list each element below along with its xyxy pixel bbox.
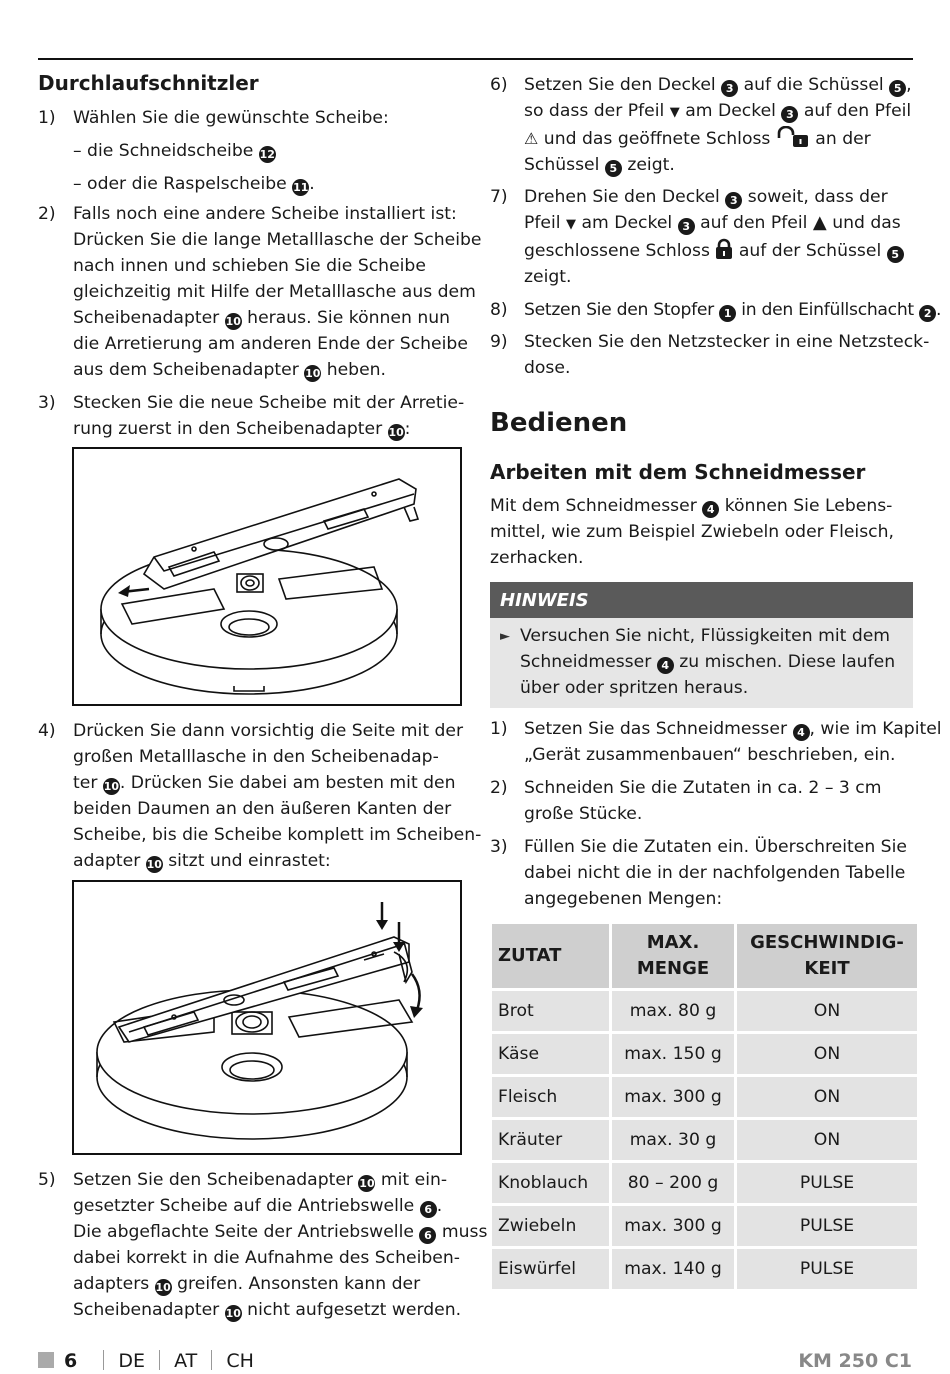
table-cell-menge: max. 80 g [612, 991, 734, 1031]
arrow-up-outline-icon: ⚠ [524, 129, 539, 148]
note-text: über oder spritzen heraus. [520, 678, 749, 698]
part-number-circle: 10 [388, 426, 404, 439]
step-number: 3) [490, 837, 508, 857]
step-text: Stecken Sie die neue Scheibe mit der Arretie- [73, 393, 465, 413]
table-cell-speed: ON [737, 1120, 917, 1160]
step-number: 2) [38, 204, 56, 224]
bullet-arrow-icon: ► [500, 629, 510, 644]
step-text: Scheibenadapter 10 heraus. Sie können nun [73, 308, 450, 328]
step-text: nach innen und schieben Sie die Scheibe [73, 256, 426, 276]
part-number-circle: 10 [305, 367, 321, 380]
part-number-circle: 4 [793, 724, 810, 741]
arrow-down-icon: ▼ [669, 105, 680, 120]
part-number-circle: 5 [887, 246, 904, 263]
step-text: rung zuerst in den Scheibenadapter 10: [73, 419, 411, 439]
step-number: 1) [490, 719, 508, 739]
step-text: angegebenen Mengen: [524, 889, 723, 909]
table-cell-speed: PULSE [737, 1249, 917, 1289]
table-cell-zutat: Zwiebeln [492, 1206, 609, 1246]
table-row [492, 1034, 917, 1074]
table-cell-zutat: Brot [492, 991, 609, 1031]
part-number-circle: 10 [155, 1281, 171, 1294]
step-number: 1) [38, 108, 56, 128]
country-ch: CH [226, 1350, 254, 1372]
section-title-bedienen: Bedienen [490, 408, 628, 438]
step-text: gesetzter Scheibe auf die Antriebswelle 6 . [73, 1196, 443, 1216]
part-number-circle: 3 [725, 192, 742, 209]
quantity-table [489, 921, 920, 1292]
bullet-cutting-disc: – die Schneidscheibe 12 [73, 141, 275, 161]
table-row [492, 991, 917, 1031]
step-text: dabei nicht die in der nachfolgenden Tabelle [524, 863, 906, 883]
step-number: 8) [490, 300, 508, 320]
table-cell-zutat: Eiswürfel [492, 1249, 609, 1289]
step-text: Setzen Sie das Schneidmesser 4 , wie im Kapitel [524, 719, 942, 739]
table-cell-speed: ON [737, 991, 917, 1031]
step-text: Pfeil ▼ am Deckel 3 auf den Pfeil ▲ und das [524, 212, 901, 233]
step-text: dose. [524, 358, 571, 378]
table-cell-speed: PULSE [737, 1206, 917, 1246]
step-number: 7) [490, 187, 508, 207]
table-cell-menge: max. 300 g [612, 1206, 734, 1246]
step-text: Stecken Sie den Netzstecker in eine Netzsteck- [524, 332, 930, 352]
intro-paragraph: Mit dem Schneidmesser 4 können Sie Lebens- mittel, wie zum Beispiel Zwiebeln oder Fleisch, zerhacken. [490, 496, 894, 568]
step-text: Drehen Sie den Deckel 3 soweit, dass der [524, 187, 888, 207]
model-number: KM 250 C1 [798, 1350, 912, 1372]
note-title: HINWEIS [490, 582, 913, 618]
country-de: DE [118, 1350, 146, 1372]
step-text: Füllen Sie die Zutaten ein. Überschreiten Sie [524, 837, 907, 857]
step-text: ⚠ und das geöffnete Schloss an der [524, 126, 912, 152]
step-text: Scheibenadapter 10 nicht aufgesetzt werden. [73, 1300, 462, 1320]
step-number: 3) [38, 393, 56, 413]
table-row [492, 1249, 917, 1289]
note-box [490, 582, 913, 708]
table-cell-zutat: Kräuter [492, 1120, 609, 1160]
part-number-circle: 5 [605, 160, 622, 177]
table-cell-menge: max. 140 g [612, 1249, 734, 1289]
header-max-menge: MAX. MENGE [612, 924, 734, 988]
subheading-schneidmesser: Arbeiten mit dem Schneidmesser [490, 460, 866, 484]
part-number-circle: 10 [103, 780, 119, 793]
step-text: so dass der Pfeil ▼ am Deckel 3 auf den Pfeil [524, 101, 912, 121]
step-text: beiden Daumen an den äußeren Kanten der [73, 799, 452, 819]
unlocked-lock-icon [776, 126, 810, 148]
step-text: Scheibe, bis die Scheibe komplett im Scheiben- [73, 825, 482, 845]
step-text: Schneiden Sie die Zutaten in ca. 2 – 3 cm [524, 778, 882, 798]
part-number-circle: 10 [359, 1177, 375, 1190]
step-text: gleichzeitig mit Hilfe der Metalllasche aus dem [73, 282, 476, 302]
step-text: Wählen Sie die gewünschte Scheibe: [73, 108, 389, 128]
table-cell-menge: max. 30 g [612, 1120, 734, 1160]
part-number-circle: 3 [781, 106, 798, 123]
step-text: geschlossene Schloss auf der Schüssel 5 [524, 238, 904, 264]
part-number-circle: 1 [719, 305, 736, 322]
part-number-circle: 3 [678, 218, 695, 235]
page-footer [38, 1350, 254, 1372]
country-at: AT [174, 1350, 198, 1372]
part-number-circle: 11 [293, 181, 309, 194]
step-text: Setzen Sie den Scheibenadapter 10 mit ein- [73, 1170, 448, 1190]
table-row [492, 1120, 917, 1160]
section-heading-durchlaufschnitzler: Durchlaufschnitzler [38, 71, 259, 95]
step-number: 2) [490, 778, 508, 798]
arrow-up-icon: ▲ [812, 212, 827, 233]
header-zutat: ZUTAT [492, 924, 609, 988]
step-text: große Stücke. [524, 804, 643, 824]
step-text: „Gerät zusammenbauen“ beschrieben, ein. [524, 745, 896, 765]
step-number: 5) [38, 1170, 56, 1190]
note-body [490, 618, 913, 708]
step-text: adapters 10 greifen. Ansonsten kann der [73, 1274, 421, 1294]
part-number-circle: 3 [721, 80, 738, 97]
step-text: Die abgeflachte Seite der Antriebswelle 6 muss [73, 1222, 488, 1242]
table-row [492, 1077, 917, 1117]
locked-lock-icon [715, 238, 733, 260]
part-number-circle: 10 [146, 858, 162, 871]
divider [103, 1350, 104, 1370]
part-number-circle: 10 [225, 315, 241, 328]
step-text: ter 10. Drücken Sie dabei am besten mit den [73, 773, 456, 793]
note-text: Schneidmesser 4 zu mischen. Diese laufen [520, 652, 896, 672]
step-text: Drücken Sie dann vorsichtig die Seite mit der [73, 721, 464, 741]
step-text: aus dem Scheibenadapter 10 heben. [73, 360, 387, 380]
part-number-circle: 6 [419, 1227, 436, 1244]
header-geschwindigkeit: GESCHWINDIG- KEIT [737, 924, 917, 988]
part-number-circle: 12 [259, 148, 275, 161]
part-number-circle: 2 [919, 305, 936, 322]
table-cell-menge: 80 – 200 g [612, 1163, 734, 1203]
table-cell-menge: max. 300 g [612, 1077, 734, 1117]
table-cell-speed: PULSE [737, 1163, 917, 1203]
step-number: 6) [490, 75, 508, 95]
table-header-row [492, 924, 917, 988]
divider [159, 1350, 160, 1370]
step-text: Setzen Sie den Deckel 3 auf die Schüssel 5 , [524, 75, 912, 95]
table-cell-zutat: Fleisch [492, 1077, 609, 1117]
table-cell-zutat: Knoblauch [492, 1163, 609, 1203]
table-cell-speed: ON [737, 1077, 917, 1117]
table-cell-menge: max. 150 g [612, 1034, 734, 1074]
step-text: adapter 10 sitzt und einrastet: [73, 851, 331, 871]
part-number-circle: 4 [657, 657, 674, 674]
step-text: Drücken Sie die lange Metalllasche der Scheibe [73, 230, 482, 250]
part-number-circle: 10 [225, 1307, 241, 1320]
table-cell-speed: ON [737, 1034, 917, 1074]
step-text: die Arretierung am anderen Ende der Scheibe [73, 334, 468, 354]
disc-adapter-illustration [74, 449, 460, 704]
step-text: großen Metalllasche in den Scheibenadap- [73, 747, 439, 767]
step-text: zeigt. [524, 267, 572, 287]
figure-insert-disc [72, 447, 462, 706]
bullet-grating-disc: – oder die Raspelscheibe 11. [73, 174, 315, 194]
divider [211, 1350, 212, 1370]
part-number-circle: 4 [702, 501, 719, 518]
step-number: 4) [38, 721, 56, 741]
part-number-circle: 5 [889, 80, 906, 97]
page-number: 6 [64, 1350, 78, 1372]
step-text: Falls noch eine andere Scheibe installiert ist: [73, 204, 457, 224]
disc-press-illustration [74, 882, 460, 1153]
arrow-down-icon: ▼ [566, 217, 577, 232]
step-text: Setzen Sie den Stopfer 1 in den Einfüllschacht 2 . [524, 300, 942, 320]
table-cell-zutat: Käse [492, 1034, 609, 1074]
step-number: 9) [490, 332, 508, 352]
table-row [492, 1163, 917, 1203]
figure-press-disc [72, 880, 462, 1155]
top-rule [38, 58, 913, 60]
part-number-circle: 6 [420, 1201, 437, 1218]
note-text: Versuchen Sie nicht, Flüssigkeiten mit dem [520, 626, 891, 646]
step-text: dabei korrekt in die Aufnahme des Scheiben- [73, 1248, 460, 1268]
step-text: Schüssel 5 zeigt. [524, 155, 675, 175]
table-row [492, 1206, 917, 1246]
footer-square-icon [38, 1352, 54, 1368]
